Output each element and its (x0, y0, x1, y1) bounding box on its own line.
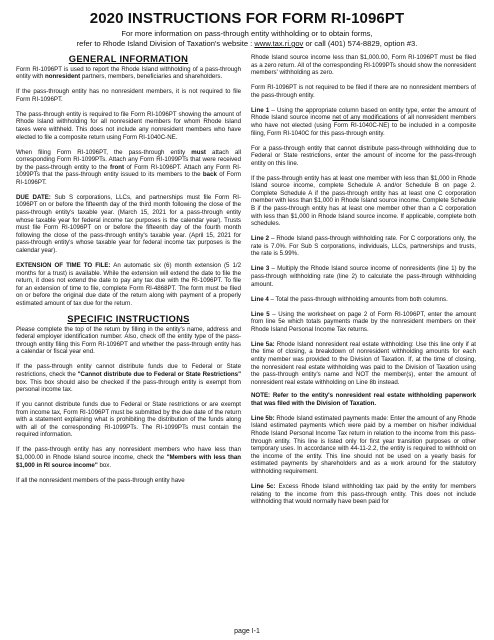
header-info-line: For more information on pass-through entity withholding or to obtain forms, (121, 29, 373, 38)
paragraph-extension: EXTENSION OF TIME TO FILE: An automatic six (6) month extension (5 1/2 months for a trust) is available. While the extension will extend the date to file the return, it does not extend the date to pay any tax due with the RI-1096PT. To file for an extension of time to file, complete Form RI-4868PT. The form must be filed on or before the original due date of the return along with payment of a properly estimated amount of tax due for the return. (16, 262, 241, 307)
paragraph-restrictions-statement: If you cannot distribute funds due to Federal or State restrictions or are exempt from income tax, Form RI-1096PT must be submitted by the due date of the return with a statement explaining what is prohibiting the distribution of the funds along with all of the corresponding RI-1099PTs. The RI-1099PTs must contain the required information. (16, 401, 241, 439)
paragraph-due-date: DUE DATE: Sub S corporations, LLCs, and partnerships must file Form RI-1096PT on or before the fifteenth day of the third month following the close of the pass-through entity's taxable year. (March 15, 2021 for a pass-through entity whose taxable year for federal income tax purposes is the calendar year). Trusts must file Form RI-1096PT on or before the fifteenth day of the fourth month following the close of the pass-through entity's taxable year. (April 15, 2021 for pass-through entity's whose taxable year for federal income tax purposes is the calendar year). (16, 193, 241, 255)
left-column (16, 54, 241, 490)
header-contact-line (0, 39, 494, 49)
paragraph-no-nonresident: If the pass-through entity has no nonresident members, it is not required to file Form RI-1096PT. (16, 88, 241, 103)
line-2-instructions: Line 2 – Rhode Island pass-through withholding rate. For C corporations only, the rate is 7.0%. For Sub S corporations, individuals, LLCs, partnerships and trusts, the rate is 5.99%. (251, 235, 476, 258)
line-4-instructions: Line 4 – Total the pass-through withholding amounts from both columns. (251, 295, 448, 303)
line-5a-instructions: Line 5a: Rhode Island nonresident real estate withholding: Use this line only if at the time of closing, a breakdown of nonresident withholding amounts for each entity member was provided to the Division of Taxation. If, at the time of closing, the nonresident real estate withholding was paid to the Division of Taxation using the pass-through entity's name and NOT the member(s), enter the amount of nonresident real estate withholding on Line 8b instead. (251, 340, 476, 386)
note-real-estate: NOTE: Refer to the entity's nonresident real estate withholding paperwork that was filed with the Division of Taxation. (251, 392, 476, 407)
paragraph-schedules: If the pass-through entity has at least one member with less than $1,000 in Rhode Island source income, complete Schedule A and/or Schedule B on page 2. Complete Schedule A if the pass-through entity has at least one C corporation member with less than $1,000 in Rhode Island source income. Complete Schedule B if the pass-through entity has at least one member other than a C corporation with less than $1,000 in Rhode Island source income. If applicable, complete both schedules. (251, 174, 476, 228)
paragraph-attachments: When filing Form RI-1096PT, the pass-through entity must attach all corresponding Form RI-1099PTs. Attach any Form RI-1099PTs that were received by the pass-through entity to the front of Form RI-1096PT. Attach any Form RI-1099PTs that the pass-through entity issued to its members to the back of Form RI-1096PT. (16, 148, 241, 186)
paragraph-not-required: Form RI-1096PT is not required to be filed if there are no nonresident members of the pass-through entity. (251, 84, 476, 99)
paragraph-restricted-income: For a pass-through entity that cannot distribute pass-through withholding due to Federal or State restrictions, enter the amount of income for the pass-through entity on this line. (251, 144, 476, 167)
paragraph-zero-return: Rhode Island source income less than $1,000.00, Form RI-1096PT must be filed as a zero return. All of the corresponding RI-1099PTs should show the nonresident members' withholding as zero. (251, 54, 476, 77)
paragraph-required-filing: The pass-through entity is required to file Form RI-1096PT showing the amount of Rhode Island withholding for all nonresident members for whom Rhode Island taxes were withheld. This does not include any nonresident members who have elected to file a composite return using Form RI-1040C-NE. (16, 110, 241, 141)
paragraph-all-nonresident: If all the nonresident members of the pass-through entity have (16, 476, 185, 484)
paragraph-purpose: Form RI-1096PT is used to report the Rhode Island withholding of a pass-through entity with nonresident partners, members, beneficiaries and shareholders. (16, 65, 241, 81)
right-column (251, 54, 476, 512)
line-3-instructions: Line 3 – Multiply the Rhode Island source income of nonresidents (line 1) by the pass-through withholding rate (line 2) to calculate the pass-through withholding amount. (251, 265, 476, 288)
line-1-instructions: Line 1 – Using the appropriate column based on entity type, enter the amount of Rhode Island source income net of any modifications of all nonresident members who have not elected (using Form RI-1040C-NE) to be included in a composite filing, Form RI-1040C for this pass-through entity. (251, 106, 476, 137)
line-5b-instructions: Line 5b: Rhode Island estimated payments made: Enter the amount of any Rhode Island estimated payments which were paid by a member on his/her individual Rhode Island Personal Income Tax return in relation to the income from this pass-through entity. This line is listed only for first year transition purposes or other temporary uses. In accordance with 44-11-2.2, the entity is required to withhold on the income of the entity. This line should not be used on a yearly basis for estimated payments by shareholders and as a work around for the statutory withholding requirement. (251, 414, 477, 476)
paragraph-complete-top: Please complete the top of the return by filling in the entity's name, address and federal employer identification number. Also, check off the entity type of the pass-through entity filing this Form RI-1096PT and whether the pass-through entity has a calendar or fiscal year end. (16, 325, 241, 356)
line-5c-instructions: Line 5c: Excess Rhode Island withholding tax paid by the entity for members relating to the income from this pass-through entity. This does not include withholding that would normally have been paid for (251, 483, 476, 506)
website-link[interactable]: www.tax.ri.gov (254, 39, 304, 48)
paragraph-less-than-1000: If the pass-through entity has any nonresident members who have less than $1,000.00 in Rhode Island source income, check the "Members with less than $1,000 in RI source income" box. (16, 446, 241, 469)
header-contact-prefix: refer to Rhode Island Division of Taxation's website : (76, 39, 255, 48)
paragraph-cannot-distribute: If the pass-through entity cannot distribute funds due to Federal or State restrictions, check the "Cannot distribute due to Federal or State Restrictions" box. This box should also be checked if the pass-through entity is exempt from personal income tax. (16, 363, 241, 394)
header-contact-suffix: or call (401) 574-8829, option #3. (303, 39, 418, 48)
page-number: page I-1 (234, 628, 260, 635)
general-information-heading: GENERAL INFORMATION (68, 53, 189, 64)
line-5-instructions: Line 5 – Using the worksheet on page 2 of Form RI-1096PT, enter the amount from line 5e which totals payments made by the nonresident members on their Rhode Island Personal Income Tax returns. (251, 310, 477, 333)
specific-instructions-heading: SPECIFIC INSTRUCTIONS (67, 312, 190, 324)
document-title: 2020 INSTRUCTIONS FOR FORM RI-1096PT (89, 10, 405, 27)
